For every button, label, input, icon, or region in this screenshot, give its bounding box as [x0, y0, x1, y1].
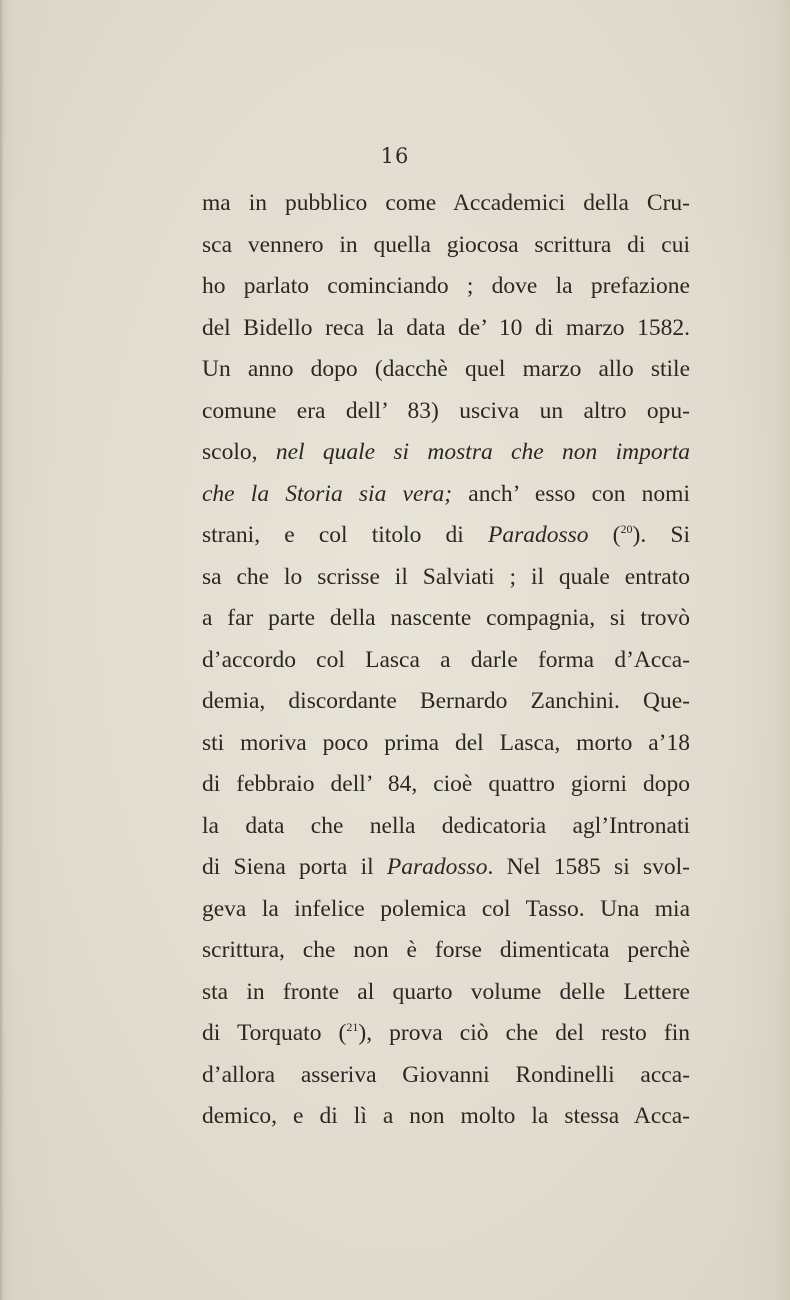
text-line — [202, 723, 690, 765]
text-segment: ), prova ciò che del resto fin — [358, 1020, 690, 1046]
text-segment: di Torquato ( — [202, 1020, 347, 1046]
text-line — [202, 681, 690, 723]
text-line — [202, 432, 690, 474]
text-line — [202, 515, 690, 557]
text-segment: ). Si — [632, 522, 690, 548]
text-segment: . Nel 1585 si svol- — [487, 854, 690, 880]
page-number: 16 — [380, 144, 410, 168]
text-line — [202, 764, 690, 806]
text-line — [202, 183, 690, 225]
italic-text: Paradosso — [386, 854, 488, 880]
text-line — [202, 972, 690, 1014]
text-segment: di febbraio dell’ 84, cioè quattro giorni dopo — [202, 771, 690, 797]
text-segment: anch’ esso con nomi — [452, 480, 690, 507]
text-line — [202, 889, 690, 931]
text-line — [202, 391, 690, 433]
text-line — [202, 930, 690, 972]
text-segment: strani, e col titolo di — [202, 522, 488, 548]
text-segment: scrittura, che non è forse dimenticata perchè — [202, 937, 690, 963]
page-edge-shadow — [0, 0, 4, 1300]
text-segment: geva la infelice polemica col Tasso. Una mia — [202, 895, 690, 922]
text-segment: demico, e di lì a non molto la stessa Acca- — [202, 1103, 690, 1129]
footnote-ref: 21 — [346, 1020, 359, 1035]
text-line — [202, 640, 690, 682]
text-line — [202, 266, 690, 308]
italic-text: che la Storia sia vera; — [202, 480, 453, 507]
text-line — [202, 349, 690, 391]
text-line — [202, 847, 690, 889]
text-segment: Un anno dopo (dacchè quel marzo allo stile — [202, 356, 690, 382]
text-segment: ho parlato cominciando ; dove la prefazione — [202, 273, 690, 299]
text-segment: sta in fronte al quarto volume delle Lettere — [202, 978, 690, 1005]
text-segment: sti moriva poco prima del Lasca, morto a’18 — [202, 729, 690, 756]
text-segment: comune era dell’ 83) usciva un altro opu- — [202, 397, 690, 424]
text-segment: ma in pubblico come Accademici della Cru- — [202, 190, 690, 216]
footnote-ref: 20 — [620, 522, 633, 537]
text-line — [202, 598, 690, 640]
text-segment: ( — [588, 522, 621, 548]
text-segment: del Bidello reca la data de’ 10 di marzo 1582. — [202, 314, 690, 341]
italic-text: nel quale si mostra che non importa — [275, 439, 690, 465]
text-line — [202, 1096, 690, 1138]
text-line — [202, 806, 690, 848]
body-text — [202, 183, 690, 1138]
text-segment: la data che nella dedicatoria agl’Intronati — [202, 812, 690, 839]
text-line — [202, 308, 690, 350]
text-segment: scolo, — [202, 439, 276, 465]
text-line — [202, 474, 690, 516]
text-line — [202, 557, 690, 599]
text-line — [202, 1055, 690, 1097]
text-segment: d’allora asseriva Giovanni Rondinelli acca- — [202, 1061, 690, 1088]
text-line — [202, 1013, 690, 1055]
text-segment: sca vennero in quella giocosa scrittura di cui — [202, 231, 690, 258]
text-segment: d’accordo col Lasca a darle forma d’Acca- — [202, 646, 690, 673]
text-line — [202, 225, 690, 267]
italic-text: Paradosso — [487, 522, 589, 548]
text-segment: demia, discordante Bernardo Zanchini. Que- — [202, 688, 690, 714]
text-segment: a far parte della nascente compagnia, si trovò — [202, 605, 690, 631]
text-segment: di Siena porta il — [202, 854, 387, 880]
text-segment: sa che lo scrisse il Salviati ; il quale entrato — [202, 563, 690, 590]
